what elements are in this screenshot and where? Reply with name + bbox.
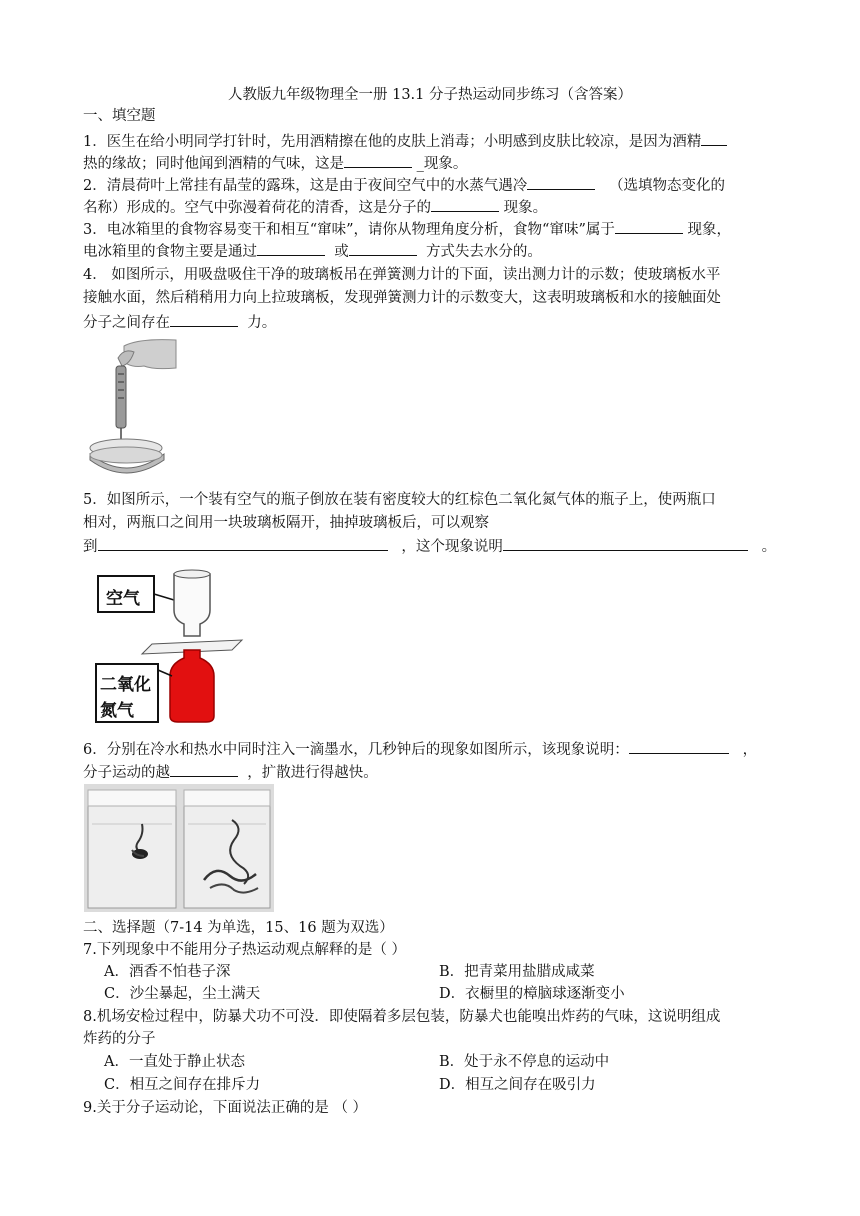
section-heading-fill-blank: 一、填空题 — [83, 108, 156, 124]
question-6-line-2: 分子运动的越 ，扩散进行得越快。 — [83, 761, 378, 783]
answer-blank — [615, 218, 683, 234]
question-1-line-2: 热的缘故；同时他闻到酒精的气味，这是 _现象。 — [83, 152, 467, 174]
question-8-stem-line-1: 8.机场安检过程中，防暴犬功不可没．即使隔着多层包装，防暴犬也能嗅出炸药的气味，这说明组成 — [83, 1009, 721, 1025]
hot-water-beaker — [184, 790, 270, 908]
answer-blank — [701, 130, 727, 146]
question-4-line-3: 分子之间存在 力。 — [83, 311, 276, 333]
no2-label-line-1: 二氧化 — [100, 675, 151, 695]
question-8-option-c[interactable]: C．相互之间存在排斥力 — [104, 1077, 261, 1093]
answer-blank — [629, 738, 729, 754]
question-7-option-d[interactable]: D．衣橱里的樟脑球逐渐变小 — [439, 986, 625, 1002]
question-4-line-2: 接触水面，然后稍稍用力向上拉玻璃板，发现弹簧测力计的示数变大，这表明玻璃板和水的接触面处 — [83, 290, 721, 306]
answer-blank — [503, 535, 748, 551]
question-7-stem: 7.下列现象中不能用分子热运动观点解释的是（ ） — [83, 942, 406, 958]
question-8-option-a[interactable]: A．一直处于静止状态 — [104, 1054, 245, 1070]
question-5-line-3: 到 ，这个现象说明 。 — [83, 535, 776, 557]
question-7-option-c[interactable]: C．沙尘暴起，尘土满天 — [104, 986, 261, 1002]
question-6-line-1: 6．分别在冷水和热水中同时注入一滴墨水，几秒钟后的现象如图所示，该现象说明： ， — [83, 738, 757, 760]
answer-blank — [431, 196, 499, 212]
question-7-option-b[interactable]: B．把青菜用盐腊成咸菜 — [439, 964, 595, 980]
answer-blank — [527, 174, 595, 190]
question-4-line-1: 4． 如图所示，用吸盘吸住干净的玻璃板吊在弹簧测力计的下面，读出测力计的示数；使玻璃板水平 — [83, 267, 721, 283]
answer-blank — [257, 240, 325, 256]
answer-blank — [170, 761, 238, 777]
air-bottle — [174, 574, 210, 636]
question-7-option-a[interactable]: A．酒香不怕巷子深 — [104, 964, 231, 980]
answer-blank — [349, 240, 417, 256]
question-2-line-1: 2．清晨荷叶上常挂有晶莹的露珠，这是由于夜间空气中的水蒸气遇冷 （选填物态变化的 — [83, 174, 725, 196]
question-3-line-2: 电冰箱里的食物主要是通过 或 方式失去水分的。 — [83, 240, 542, 262]
question-8-stem-line-2: 炸药的分子 — [83, 1031, 156, 1047]
question-5-line-2: 相对，两瓶口之间用一块玻璃板隔开，抽掉玻璃板后，可以观察 — [83, 515, 489, 531]
spring-scale-figure — [84, 336, 179, 481]
question-9-stem: 9.关于分子运动论，下面说法正确的是 （ ） — [83, 1100, 368, 1116]
no2-label-line-2: 氮气 — [100, 701, 134, 721]
question-5-line-1: 5．如图所示，一个装有空气的瓶子倒放在装有密度较大的红棕色二氧化氮气体的瓶子上，使两瓶口 — [83, 492, 716, 508]
question-8-option-d[interactable]: D．相互之间存在吸引力 — [439, 1077, 596, 1093]
no2-bottle — [170, 650, 214, 722]
ink-diffusion-figure — [84, 784, 274, 912]
question-8-option-b[interactable]: B．处于永不停息的运动中 — [439, 1054, 610, 1070]
question-3-line-1: 3．电冰箱里的食物容易变干和相互“窜味”，请你从物理角度分析，食物“窜味”属于 现象， — [83, 218, 731, 240]
page-title: 人教版九年级物理全一册 13.1 分子热运动同步练习（含答案） — [227, 87, 632, 103]
air-label: 空气 — [106, 589, 140, 609]
diffusion-bottles-figure — [92, 566, 252, 731]
section-heading-choice: 二、选择题（7-14 为单选，15、16 题为双选） — [83, 920, 394, 936]
answer-blank — [170, 311, 238, 327]
answer-blank — [98, 535, 388, 551]
question-1-line-1: 1．医生在给小明同学打针时，先用酒精擦在他的皮肤上消毒；小明感到皮肤比较凉，是因为酒精 — [83, 130, 727, 152]
spring-scale — [116, 366, 126, 428]
question-2-line-2: 名称）形成的。空气中弥漫着荷花的清香，这是分子的 现象。 — [83, 196, 547, 218]
answer-blank — [344, 152, 412, 168]
cold-water-beaker — [88, 790, 176, 908]
